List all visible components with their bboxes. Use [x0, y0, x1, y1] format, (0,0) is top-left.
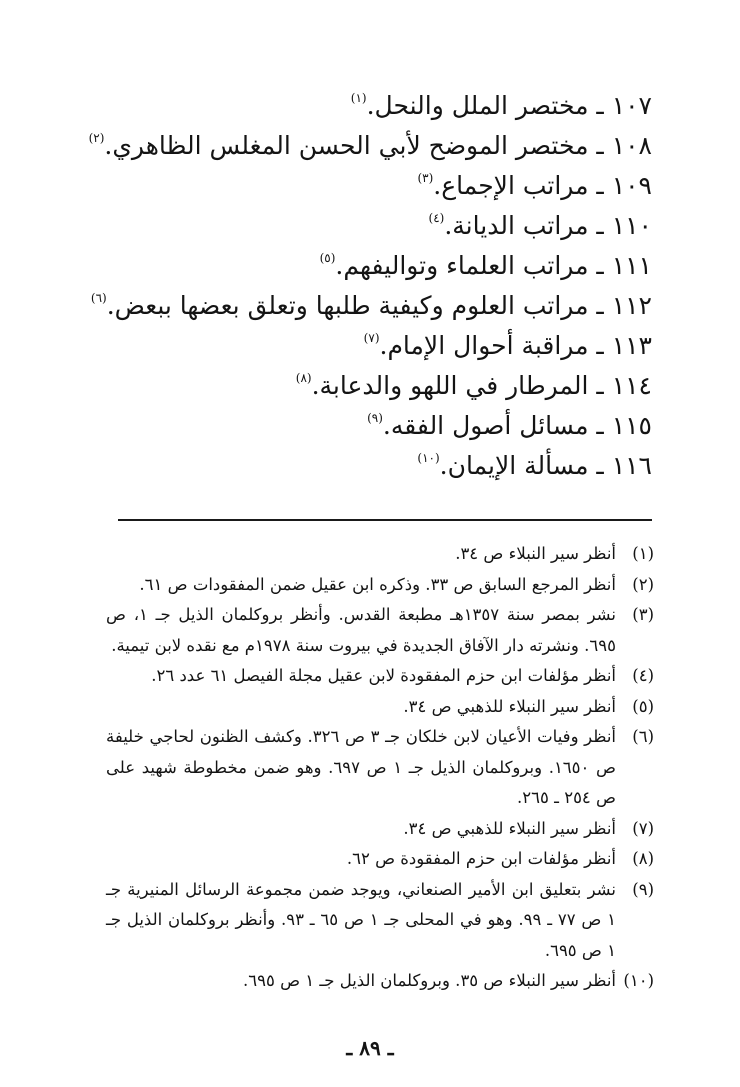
- footnote-divider: [118, 519, 652, 521]
- page-number: ـ ٨٩ ـ: [346, 1036, 394, 1060]
- footnote-text: أنظر مؤلفات ابن حزم المفقودة ص ٦٢.: [346, 849, 616, 868]
- footnote-number: (١): [632, 544, 654, 563]
- footnote-number: (١٠): [623, 971, 654, 990]
- footnote-number: (٣): [632, 605, 654, 624]
- footnote-ref: (١٠): [417, 451, 440, 465]
- footnote-number: (٥): [632, 696, 654, 716]
- footnote-text: نشر بمصر سنة ١٣٥٧هـ مطبعة القدس. وأنظر بروكلمان الذيل جـ ١، ص ٦٩٥. ونشرته دار الآفاق الجديدة في بيروت سنة ١٩٧٨م مع نقده لابن تيمية.: [106, 605, 616, 655]
- footnote-number: (٩): [632, 879, 654, 899]
- entry-108: ١٠٨ ـ مختصر الموضح لأبي الحسن المغلس الظاهري.$^{(٢)}$: [88, 131, 652, 160]
- footnote-ref: (٨): [295, 371, 312, 385]
- footnote-text: أنظر المرجع السابق ص ٣٣. وذكره ابن عقيل ضمن المفقودات ص ٦١.: [139, 574, 616, 594]
- footnote-text: أنظر سير النبلاء ص ٣٤.: [455, 544, 616, 563]
- footnote-5: [106, 692, 654, 723]
- entry-116: ١١٦ ـ مسألة الإيمان.$^{(١٠)}$: [417, 451, 652, 480]
- footnote-text: أنظر وفيات الأعيان لابن خلكان جـ ٣ ص ٣٢٦. وكشف الظنون لحاجي خليفة ص ١٦٥٠. وبروكلمان الذيل جـ ١ ص ٦٩٧. وهو ضمن مخطوطة شهيد على ص ٢٥٤ ـ ٢٦٥.: [106, 727, 616, 807]
- footnote-ref: (١): [350, 91, 367, 105]
- entry-112: ١١٢ ـ مراتب العلوم وكيفية طلبها وتعلق بعضها ببعض.$^{(٦)}$: [90, 291, 652, 320]
- footnote-text: أنظر مؤلفات ابن حزم المفقودة لابن عقيل مجلة الفيصل ٦١ عدد ٢٦.: [151, 666, 616, 685]
- footnote-text: أنظر سير النبلاء للذهبي ص ٣٤.: [403, 696, 616, 716]
- entry-110: ١١٠ ـ مراتب الديانة.$^{(٤)}$: [428, 211, 652, 240]
- entries-list: [72, 86, 652, 486]
- footnote-8: [106, 844, 654, 875]
- footnote-10: [106, 966, 654, 997]
- footnote-number: (٨): [632, 849, 654, 868]
- entry-107: ١٠٧ ـ مختصر الملل والنحل.$^{(١)}$: [350, 91, 652, 120]
- footnote-3: [106, 600, 654, 661]
- footnote-4: [106, 661, 654, 692]
- footnote-ref: (٤): [428, 211, 445, 225]
- footnote-ref: (٢): [88, 131, 105, 145]
- footnote-text: نشر بتعليق ابن الأمير الصنعاني، ويوجد ضمن مجموعة الرسائل المنيرية جـ ١ ص ٧٧ ـ ٩٩. وهو في المحلى جـ ١ ص ٦٥ ـ ٩٣. وأنظر بروكلمان الذيل جـ ١ ص ٦٩٥.: [106, 879, 616, 960]
- footnote-text: أنظر سير النبلاء ص ٣٥. وبروكلمان الذيل جـ ١ ص ٦٩٥.: [243, 971, 616, 990]
- footnote-ref: (٥): [319, 251, 336, 265]
- footnote-1: [106, 539, 654, 570]
- footnote-ref: (٣): [417, 171, 434, 185]
- entry-111: ١١١ ـ مراتب العلماء وتواليفهم.$^{(٥)}$: [319, 251, 652, 280]
- footnote-ref: (٩): [367, 411, 383, 425]
- footnote-number: (٢): [632, 574, 654, 594]
- footnote-6: [106, 722, 654, 814]
- footnote-number: (٤): [632, 666, 654, 685]
- footnote-2: [106, 570, 654, 601]
- footnote-ref: (٦): [90, 291, 107, 305]
- footnote-9: [106, 875, 654, 967]
- footnote-number: (٧): [632, 818, 654, 838]
- footnote-7: [106, 814, 654, 845]
- footnote-text: أنظر سير النبلاء للذهبي ص ٣٤.: [403, 818, 616, 838]
- entry-114: ١١٤ ـ المرطار في اللهو والدعابة.$^{(٨)}$: [295, 371, 652, 400]
- footnote-number: (٦): [632, 727, 654, 746]
- footnote-ref: (٧): [363, 331, 380, 345]
- entry-115: ١١٥ ـ مسائل أصول الفقه.$^{(٩)}$: [367, 411, 652, 440]
- entry-109: ١٠٩ ـ مراتب الإجماع.$^{(٣)}$: [417, 171, 652, 200]
- entry-113: ١١٣ ـ مراقبة أحوال الإمام.$^{(٧)}$: [363, 331, 652, 360]
- footnotes-list: [106, 539, 654, 997]
